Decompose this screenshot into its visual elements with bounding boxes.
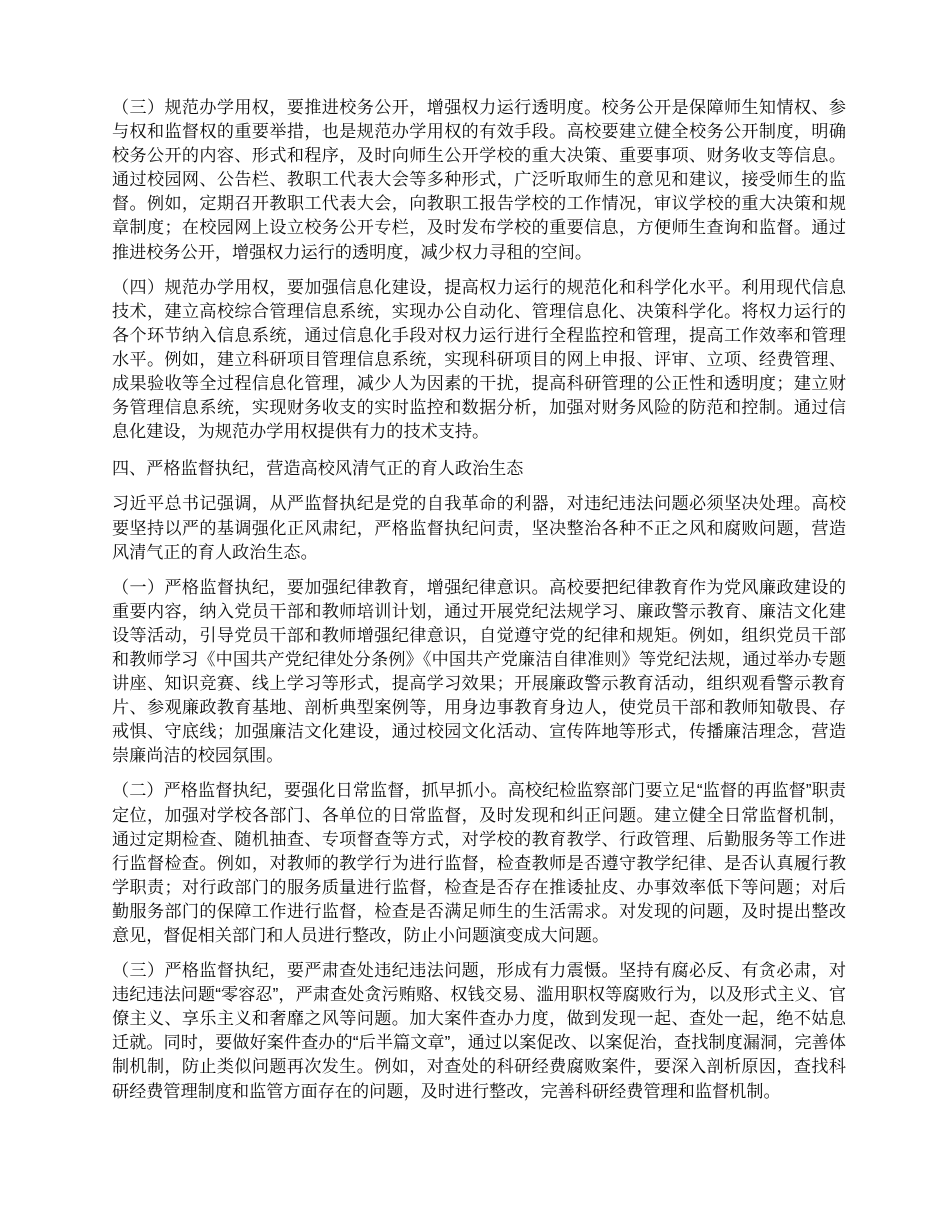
- paragraph-san-guifan-banxue-yongquan: （三）规范办学用权，要推进校务公开，增强权力运行透明度。校务公开是保障师生知情权、参与权和监督权的重要举措，也是规范办学用权的有效手段。高校要建立健全校务公开制度，明确校务公开的内容、形式和程序，及时向师生公开学校的重大决策、重要事项、财务收支等信息。通过校园网、公告栏、教职工代表大会等多种形式，广泛听取师生的意见和建议，接受师生的监督。例如，定期召开教职工代表大会，向教职工报告学校的工作情况，审议学校的重大决策和规章制度；在校园网上设立校务公开专栏，及时发布学校的重要信息，方便师生查询和监督。通过推进校务公开，增强权力运行的透明度，减少权力寻租的空间。: [112, 98, 846, 262]
- paragraph-si-guifan-xinxihua: （四）规范办学用权，要加强信息化建设，提高权力运行的规范化和科学化水平。利用现代信息技术，建立高校综合管理信息系统，实现办公自动化、管理信息化、决策科学化。将权力运行的各个环节纳入信息系统，通过信息化手段对权力运行进行全程监控和管理，提高工作效率和管理水平。例如，建立科研项目管理信息系统，实现科研项目的网上申报、评审、立项、经费管理、成果验收等全过程信息化管理，减少人为因素的干扰，提高科研管理的公正性和透明度；建立财务管理信息系统，实现财务收支的实时监控和数据分析，加强对财务风险的防范和控制。通过信息化建设，为规范办学用权提供有力的技术支持。: [112, 277, 846, 442]
- paragraph-san-yansu-chachu: （三）严格监督执纪，要严肃查处违纪违法问题，形成有力震慑。坚持有腐必反、有贪必肃，对违纪违法问题“零容忍”，严肃查处贪污贿赂、权钱交易、滥用职权等腐败行为，以及形式主义、官僚主义、享乐主义和奢靡之风等问题。加大案件查办力度，做到发现一起、查处一起，绝不姑息迁就。同时，要做好案件查办的“后半篇文章”，通过以案促改、以案促治，查找制度漏洞，完善体制机制，防止类似问题再次发生。例如，对查处的科研经费腐败案件，要深入剖析原因，查找科研经费管理制度和监管方面存在的问题，及时进行整改，完善科研经费管理和监督机制。: [112, 961, 846, 1101]
- paragraph-xi-jinping-intro: 习近平总书记强调，从严监督执纪是党的自我革命的利器，对违纪违法问题必须坚决处理。高校要坚持以严的基调强化正风肃纪，严格监督执纪问责，坚决整治各种不正之风和腐败问题，营造风清气正的育人政治生态。: [112, 494, 846, 562]
- section-heading-si-yange-jiandu-zhiji: 四、严格监督执纪，营造高校风清气正的育人政治生态: [112, 459, 524, 479]
- paragraph-er-richang-jiandu: （二）严格监督执纪，要强化日常监督，抓早抓小。高校纪检监察部门要立足“监督的再监督”职责定位，加强对学校各部门、各单位的日常监督，及时发现和纠正问题。建立健全日常监督机制，通过定期检查、随机抽查、专项督查等方式，对学校的教育教学、行政管理、后勤服务等工作进行监督检查。例如，对教师的教学行为进行监督，检查教师是否遵守教学纪律、是否认真履行教学职责；对行政部门的服务质量进行监督，检查是否存在推诿扯皮、办事效率低下等问题；对后勤服务部门的保障工作进行监督，检查是否满足师生的生活需求。对发现的问题，及时提出整改意见，督促相关部门和人员进行整改，防止小问题演变成大问题。: [112, 781, 846, 945]
- paragraph-yi-jialu-jiaoyu: （一）严格监督执纪，要加强纪律教育，增强纪律意识。高校要把纪律教育作为党风廉政建设的重要内容，纳入党员干部和教师培训计划，通过开展党纪法规学习、廉政警示教育、廉洁文化建设等活动，引导党员干部和教师增强纪律意识，自觉遵守党的纪律和规矩。例如，组织党员干部和教师学习《中国共产党纪律处分条例》《中国共产党廉洁自律准则》等党纪法规，通过举办专题讲座、知识竞赛、线上学习等形式，提高学习效果；开展廉政警示教育活动，组织观看警示教育片、参观廉政教育基地、剖析典型案例等，用身边事教育身边人，使党员干部和教师知敬畏、存戒惧、守底线；加强廉洁文化建设，通过校园文化活动、宣传阵地等形式，传播廉洁理念，营造崇廉尚洁的校园氛围。: [112, 577, 846, 766]
- document-text-body: [112, 96, 846, 1104]
